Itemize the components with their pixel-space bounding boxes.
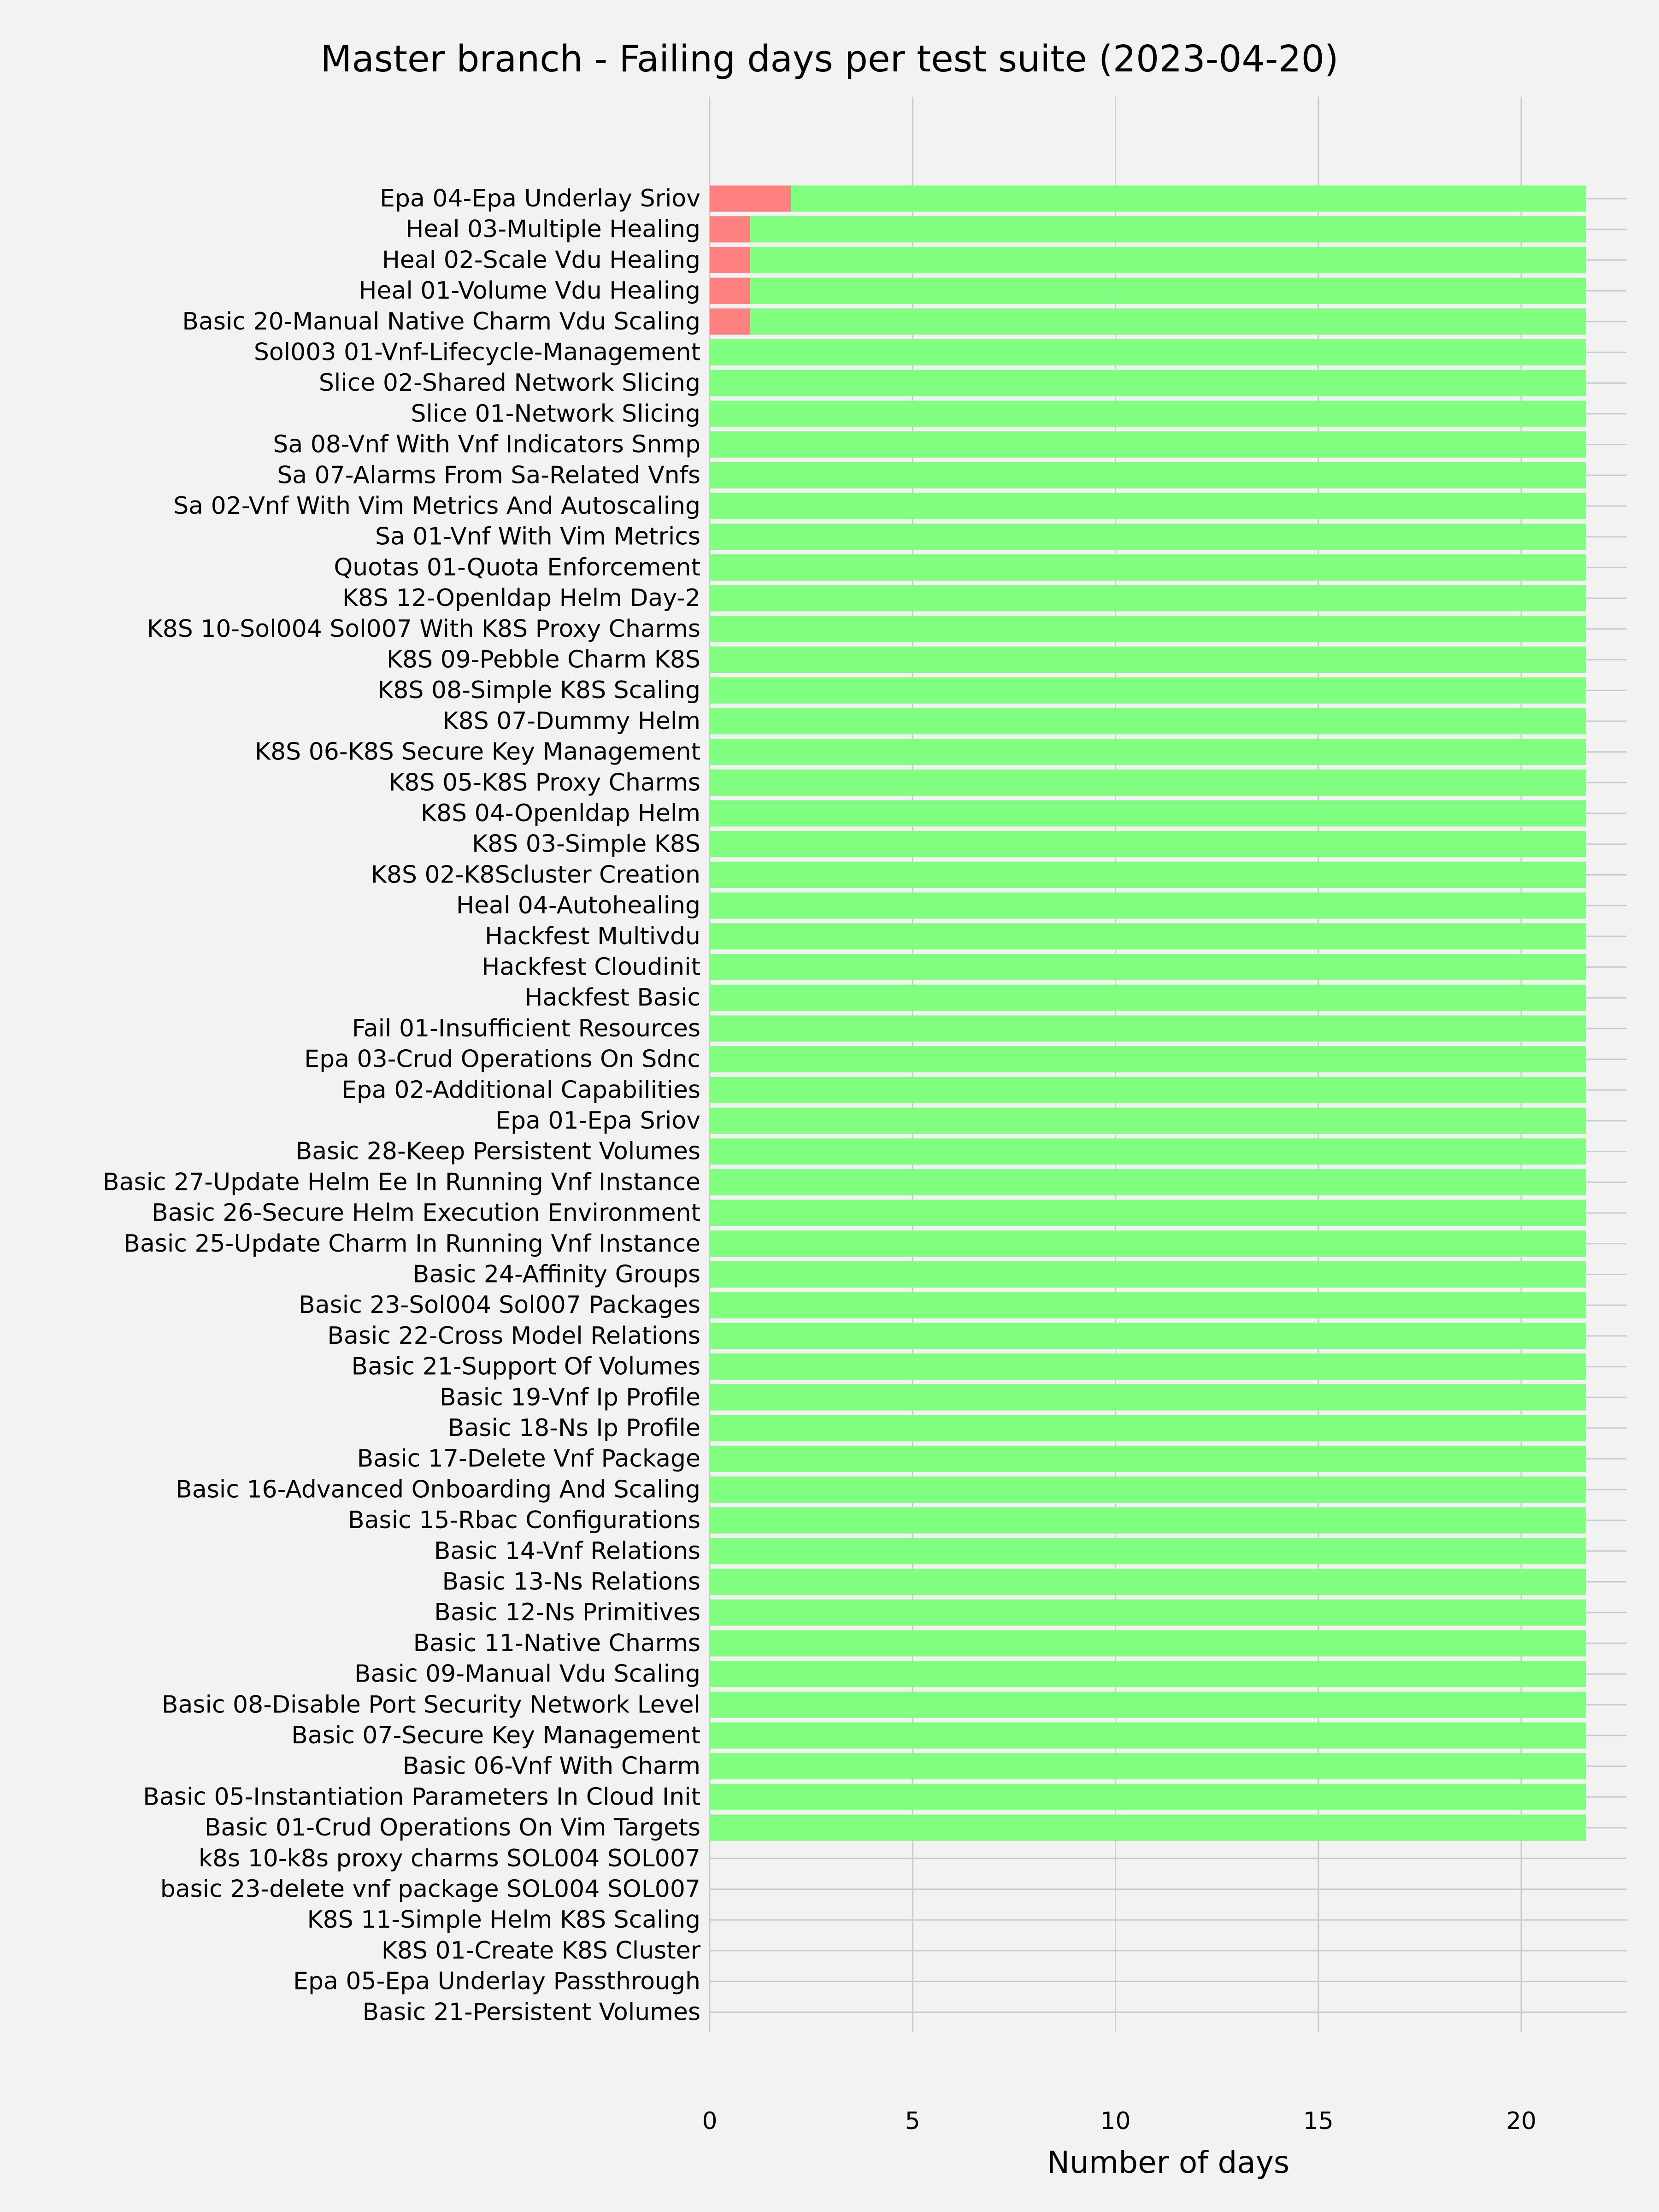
category-label: Slice 01-Network Slicing xyxy=(411,400,700,428)
category-label: K8S 03-Simple K8S xyxy=(472,830,700,858)
category-label: K8S 07-Dummy Helm xyxy=(442,707,700,735)
category-label: Basic 22-Cross Model Relations xyxy=(327,1322,700,1350)
bar-passing xyxy=(710,1384,1586,1411)
category-label: Epa 04-Epa Underlay Sriov xyxy=(380,185,700,212)
bar-failing xyxy=(710,247,750,273)
category-label: Epa 02-Additional Capabilities xyxy=(341,1076,700,1104)
bar-passing xyxy=(710,616,1586,642)
category-label: Sa 08-Vnf With Vnf Indicators Snmp xyxy=(273,430,700,459)
bar-passing xyxy=(710,1261,1586,1288)
bar-passing xyxy=(710,800,1586,827)
bar-passing xyxy=(710,370,1586,396)
category-label: Heal 02-Scale Vdu Healing xyxy=(382,246,700,274)
category-label: k8s 10-k8s proxy charms SOL004 SOL007 xyxy=(198,1844,700,1872)
category-label: Sa 07-Alarms From Sa-Related Vnfs xyxy=(277,461,700,489)
category-label: Basic 21-Persistent Volumes xyxy=(362,1998,700,2026)
bar-failing xyxy=(710,186,791,212)
bar-passing xyxy=(710,893,1586,919)
category-label: K8S 04-Openldap Helm xyxy=(420,800,700,827)
bar-passing xyxy=(710,677,1586,704)
bar-passing xyxy=(750,216,1586,242)
bar-passing xyxy=(710,554,1586,581)
category-label: K8S 05-K8S Proxy Charms xyxy=(388,769,700,797)
bar-passing xyxy=(710,1753,1586,1779)
bar-passing xyxy=(750,247,1586,273)
category-label: Basic 27-Update Helm Ee In Running Vnf Instance xyxy=(102,1168,700,1196)
category-label: Basic 08-Disable Port Security Network Level xyxy=(161,1691,700,1719)
category-label: Epa 05-Epa Underlay Passthrough xyxy=(293,1967,700,1995)
category-label: Basic 17-Delete Vnf Package xyxy=(357,1445,700,1473)
category-label: Heal 03-Multiple Healing xyxy=(406,215,700,243)
bar-passing xyxy=(710,1353,1586,1380)
category-label: Basic 28-Keep Persistent Volumes xyxy=(295,1137,700,1165)
bar-passing xyxy=(710,1446,1586,1472)
category-label: Heal 04-Autohealing xyxy=(456,892,700,920)
category-label: Basic 15-Rbac Configurations xyxy=(348,1506,700,1535)
chart-title: Master branch - Failing days per test suite (2023-04-20) xyxy=(320,38,1339,80)
x-tick-label: 0 xyxy=(702,2107,718,2135)
category-label: Basic 14-Vnf Relations xyxy=(434,1537,700,1565)
bar-failing xyxy=(710,216,750,242)
category-label: Epa 01-Epa Sriov xyxy=(495,1107,700,1135)
category-label: Sol003 01-Vnf-Lifecycle-Management xyxy=(253,338,700,366)
bar-passing xyxy=(710,1477,1586,1503)
bar-passing xyxy=(710,647,1586,673)
category-label: Heal 01-Volume Vdu Healing xyxy=(359,277,700,305)
x-tick-label: 5 xyxy=(905,2107,920,2135)
category-label: Epa 03-Crud Operations On Sdnc xyxy=(304,1045,700,1073)
bar-passing xyxy=(710,1230,1586,1257)
bar-passing xyxy=(710,1507,1586,1534)
category-label: basic 23-delete vnf package SOL004 SOL007 xyxy=(160,1875,700,1903)
bar-passing xyxy=(791,186,1586,212)
category-label: Basic 13-Ns Relations xyxy=(442,1568,700,1596)
category-label: Sa 01-Vnf With Vim Metrics xyxy=(375,523,700,551)
bar-passing xyxy=(710,1661,1586,1687)
category-label: Basic 09-Manual Vdu Scaling xyxy=(354,1660,700,1688)
bar-passing xyxy=(710,1600,1586,1626)
bar-passing xyxy=(710,1292,1586,1318)
category-label: K8S 06-K8S Secure Key Management xyxy=(254,738,700,766)
category-label: Basic 18-Ns Ip Profile xyxy=(447,1414,700,1442)
x-tick-label: 20 xyxy=(1506,2107,1537,2135)
category-label: K8S 02-K8Scluster Creation xyxy=(371,861,700,889)
x-axis-label: Number of days xyxy=(1047,2145,1290,2180)
category-label: K8S 11-Simple Helm K8S Scaling xyxy=(307,1906,700,1934)
bar-passing xyxy=(710,1784,1586,1810)
x-tick-labels xyxy=(702,2107,1536,2135)
category-label: K8S 09-Pebble Charm K8S xyxy=(386,646,700,674)
bar-passing xyxy=(710,493,1586,519)
category-label: Basic 20-Manual Native Charm Vdu Scaling xyxy=(182,307,700,335)
bar-passing xyxy=(710,1538,1586,1564)
bar-passing xyxy=(710,1323,1586,1349)
x-tick-label: 15 xyxy=(1303,2107,1334,2135)
bar-passing xyxy=(710,862,1586,888)
bar-passing xyxy=(710,1200,1586,1226)
bar-passing xyxy=(710,585,1586,612)
bars-layer xyxy=(710,186,1586,1841)
bar-passing xyxy=(710,1569,1586,1595)
category-label: Basic 12-Ns Primitives xyxy=(434,1599,700,1627)
category-label: Basic 16-Advanced Onboarding And Scaling xyxy=(176,1476,700,1504)
category-label: Basic 24-Affinity Groups xyxy=(412,1260,700,1288)
category-label: Quotas 01-Quota Enforcement xyxy=(334,553,700,582)
category-label: Hackfest Multivdu xyxy=(485,922,700,950)
category-label: Basic 11-Native Charms xyxy=(413,1629,700,1657)
category-label: Basic 26-Secure Helm Execution Environment xyxy=(152,1199,700,1227)
category-label: Basic 23-Sol004 Sol007 Packages xyxy=(299,1291,700,1319)
category-label: Basic 05-Instantiation Parameters In Cloud Init xyxy=(143,1783,700,1811)
category-label: Basic 25-Update Charm In Running Vnf Instance xyxy=(124,1230,700,1258)
bar-passing xyxy=(710,400,1586,427)
category-label: Basic 06-Vnf With Charm xyxy=(402,1752,700,1780)
bar-passing xyxy=(710,708,1586,734)
bar-passing xyxy=(710,923,1586,949)
bar-passing xyxy=(710,1015,1586,1041)
bar-passing xyxy=(710,1723,1586,1749)
category-label: Hackfest Basic xyxy=(524,984,700,1012)
category-label: Basic 21-Support Of Volumes xyxy=(351,1353,700,1381)
bar-passing xyxy=(710,1169,1586,1195)
category-labels xyxy=(103,185,701,2026)
bar-passing xyxy=(710,985,1586,1011)
bar-passing xyxy=(710,770,1586,796)
bar-passing xyxy=(710,524,1586,550)
bar-passing xyxy=(710,431,1586,458)
bar-passing xyxy=(710,739,1586,765)
bar-passing xyxy=(710,1815,1586,1841)
bar-passing xyxy=(750,278,1586,304)
bar-passing xyxy=(710,1630,1586,1656)
category-label: K8S 01-Create K8S Cluster xyxy=(381,1936,700,1965)
category-label: K8S 12-Openldap Helm Day-2 xyxy=(342,584,700,612)
category-label: Fail 01-Insufficient Resources xyxy=(352,1014,700,1042)
bar-passing xyxy=(710,462,1586,488)
category-label: Basic 07-Secure Key Management xyxy=(291,1722,700,1749)
bar-passing xyxy=(710,1138,1586,1165)
category-label: Basic 01-Crud Operations On Vim Targets xyxy=(204,1814,700,1842)
category-label: Slice 02-Shared Network Slicing xyxy=(318,369,700,397)
category-label: Sa 02-Vnf With Vim Metrics And Autoscaling xyxy=(173,492,700,520)
bar-passing xyxy=(710,1108,1586,1134)
x-tick-label: 10 xyxy=(1100,2107,1131,2135)
category-label: Basic 19-Vnf Ip Profile xyxy=(439,1383,700,1412)
category-label: Hackfest Cloudinit xyxy=(482,953,700,981)
bar-passing xyxy=(710,1077,1586,1103)
bar-failing xyxy=(710,278,750,304)
bar-passing xyxy=(710,831,1586,857)
category-label: K8S 10-Sol004 Sol007 With K8S Proxy Charms xyxy=(147,615,700,643)
bar-passing xyxy=(710,1415,1586,1441)
bar-failing xyxy=(710,308,750,335)
bar-passing xyxy=(750,308,1586,335)
bar-passing xyxy=(710,954,1586,980)
category-label: K8S 08-Simple K8S Scaling xyxy=(377,677,700,705)
bar-passing xyxy=(710,339,1586,365)
bar-passing xyxy=(710,1692,1586,1718)
bar-passing xyxy=(710,1046,1586,1072)
